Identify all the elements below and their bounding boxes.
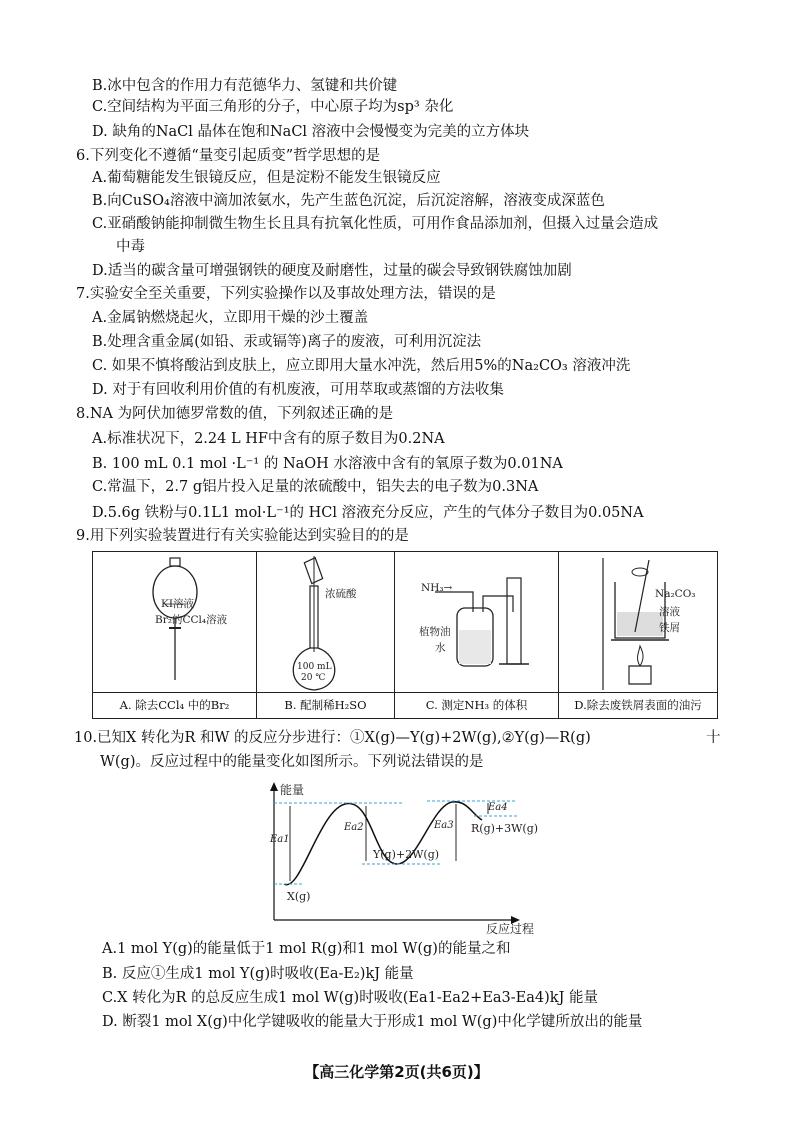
caption-c: C. 测定NH₃ 的体积 xyxy=(395,692,558,718)
option-7c: C. 如果不慎将酸沾到皮肤上，应立即用大量水冲洗，然后用5%的Na₂CO₃ 溶液冲洗 xyxy=(92,358,631,374)
option-8b: B. 100 mL 0.1 mol ·L⁻¹ 的 NaOH 水溶液中含有的氧原子数为0.01NA xyxy=(92,456,563,472)
label-na2co3: Na₂CO₃ xyxy=(655,588,696,600)
option-8c: C.常温下，2.7 g铝片投入足量的浓硫酸中，铝失去的电子数为0.3NA xyxy=(92,479,539,495)
apparatus-a xyxy=(93,552,257,718)
option-7a: A.金属钠燃烧起火，立即用干燥的沙土覆盖 xyxy=(92,310,369,326)
label-oil: 植物油 xyxy=(419,626,451,638)
x-axis-label: 反应过程 xyxy=(486,922,535,936)
caption-a: A. 除去CCl₄ 中的Br₂ xyxy=(93,692,256,718)
heating-beaker-icon xyxy=(559,552,717,693)
option-6a: A.葡萄糖能发生银镜反应，但是淀粉不能发生银镜反应 xyxy=(92,170,441,186)
option-5c: C.空间结构为平面三角形的分子，中心原子均为sp³ 杂化 xyxy=(92,99,454,115)
option-10d: D. 断裂1 mol X(g)中化学键吸收的能量大于形成1 mol W(g)中化学键所放出的能量 xyxy=(102,1014,643,1030)
label-nh3: NH₃→ xyxy=(421,582,453,594)
label-solution: 溶液 xyxy=(659,606,680,618)
label-ea2: Ea2 xyxy=(344,822,364,833)
option-8a: A.标准状况下，2.24 L HF中含有的原子数目为0.2NA xyxy=(92,431,445,447)
question-10-cont: W(g)。反应过程中的能量变化如图所示。下列说法错误的是 xyxy=(100,754,484,770)
question-8: 8.NA 为阿伏加德罗常数的值，下列叙述正确的是 xyxy=(76,406,394,422)
option-10a: A.1 mol Y(g)的能量低于1 mol R(g)和1 mol W(g)的能量之和 xyxy=(102,941,511,957)
label-ea1: Ea1 xyxy=(270,834,290,845)
apparatus-b xyxy=(257,552,395,718)
option-10c: C.X 转化为R 的总反应生成1 mol W(g)时吸收(Ea1-Ea2+Ea3-Ea4)kJ 能量 xyxy=(102,990,598,1006)
option-8d: D.5.6g 铁粉与0.1L1 mol·L⁻¹的 HCl 溶液充分反应，产生的气体分子数目为0.05NA xyxy=(92,505,644,521)
gas-measuring-icon xyxy=(395,552,559,693)
question-10: 10.已知X 转化为R 和W 的反应分步进行：①X(g)—Y(g)+2W(g),②Y(g)—R(g) xyxy=(74,730,591,746)
label-iron-filings: 铁屑 xyxy=(659,622,680,634)
option-7b: B.处理含重金属(如铅、汞或镉等)离子的废液，可利用沉淀法 xyxy=(92,334,482,350)
apparatus-d xyxy=(559,552,717,718)
option-6c: C.亚硝酸钠能抑制微生物生长且具有抗氧化性质，可用作食品添加剂，但摄入过量会造成 xyxy=(92,216,659,232)
option-6b: B.向CuSO₄溶液中滴加浓氨水，先产生蓝色沉淀，后沉淀溶解，溶液变成深蓝色 xyxy=(92,193,605,209)
question-6: 6.下列变化不遵循“量变引起质变”哲学思想的是 xyxy=(76,148,381,164)
label-br2-ccl4: Br₂的CCl₄溶液 xyxy=(155,614,228,626)
page-footer: 【高三化学第2页(共6页)】 xyxy=(304,1063,489,1081)
option-10b: B. 反应①生成1 mol Y(g)时吸收(Ea-E₂)kJ 能量 xyxy=(102,966,414,982)
state-r: R(g)+3W(g) xyxy=(471,822,539,835)
apparatus-table xyxy=(92,551,718,719)
option-5b: B.冰中包含的作用力有范德华力、氢键和共价键 xyxy=(92,78,398,94)
option-7d: D. 对于有回收利用价值的有机废液，可用萃取或蒸馏的方法收集 xyxy=(92,382,504,398)
caption-d: D.除去废铁屑表面的油污 xyxy=(559,692,717,718)
option-5d: D. 缺角的NaCl 晶体在饱和NaCl 溶液中会慢慢变为完美的立方体块 xyxy=(92,124,530,140)
label-conc-h2so4: 浓硫酸 xyxy=(325,588,357,600)
state-y: Y(g)+2W(g) xyxy=(373,848,440,861)
label-ea3: Ea3 xyxy=(434,820,454,831)
option-6d: D.适当的碳含量可增强钢铁的硬度及耐磨性，过量的碳会导致钢铁腐蚀加剧 xyxy=(92,263,572,279)
label-ea4: Ea4 xyxy=(488,802,508,813)
label-water: 水 xyxy=(435,642,446,654)
option-6c-cont: 中毒 xyxy=(116,239,145,255)
label-ki: KI溶液 xyxy=(161,598,194,610)
apparatus-c xyxy=(395,552,559,718)
label-100ml: 100 mL xyxy=(297,662,332,672)
question-9: 9.用下列实验装置进行有关实验能达到实验目的的是 xyxy=(76,528,409,544)
y-axis-label: 能量 xyxy=(280,783,305,797)
state-x: X(g) xyxy=(287,890,311,903)
question-7: 7.实验安全至关重要，下列实验操作以及事故处理方法，错误的是 xyxy=(76,286,496,302)
question-10-plus: 十 xyxy=(706,730,721,746)
label-20c: 20 ℃ xyxy=(301,673,326,683)
caption-b: B. 配制稀H₂SO xyxy=(257,692,394,718)
